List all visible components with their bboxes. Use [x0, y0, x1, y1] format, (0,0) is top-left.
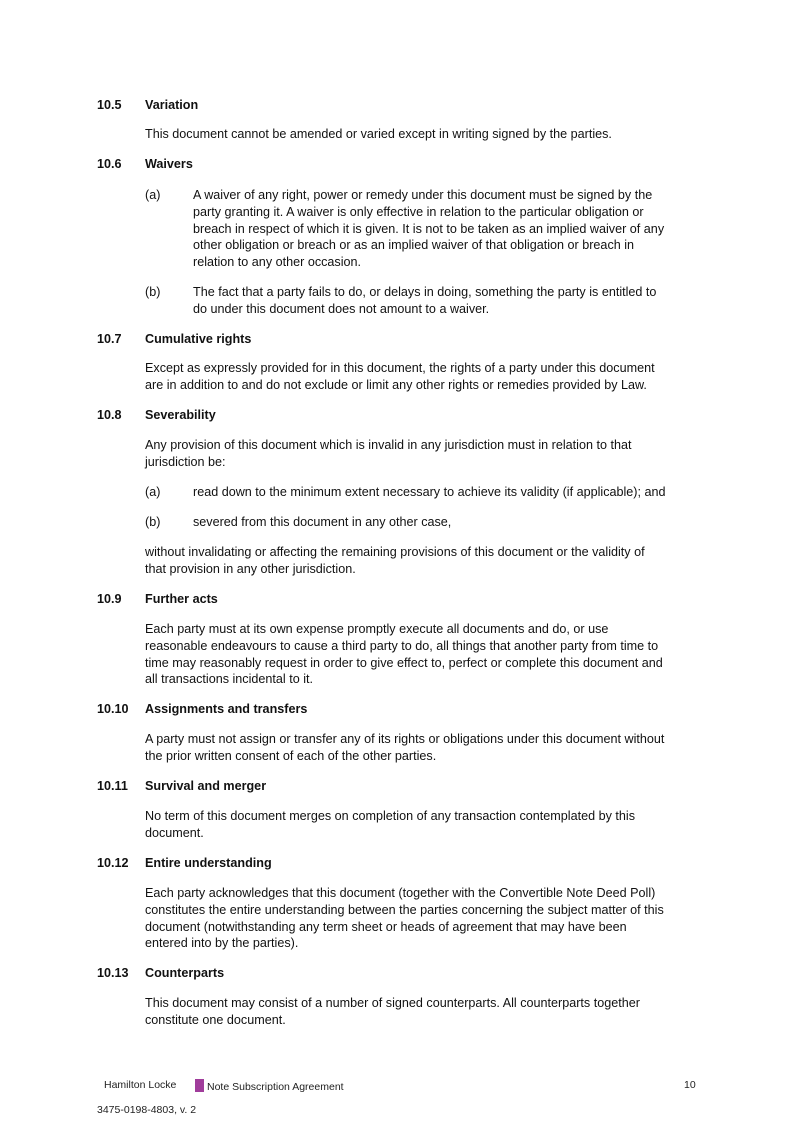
section-number: 10.9 [97, 592, 122, 606]
paragraph: This document cannot be amended or varied except in writing signed by the parties. [145, 127, 612, 141]
section-heading: Severability [145, 408, 216, 422]
section-number: 10.5 [97, 98, 122, 112]
paragraph: Except as expressly provided for in this document, the rights of a party under this document are in addition to and do not exclude or limit any other rights or remedies provided by Law. [145, 361, 655, 392]
section-number: 10.12 [97, 856, 129, 870]
paragraph: No term of this document merges on completion of any transaction contemplated by this document. [145, 809, 636, 840]
item-text: A waiver of any right, power or remedy under this document must be signed by the party granting it. A waiver is only effective in relation to the particular obligation or breach in respect of which it is given. It is not to be taken as an implied waiver of any other obligation or breach or as an implied waiver of that obligation or breach in relation to any other occasion. [193, 188, 665, 270]
section-heading: Cumulative rights [145, 332, 252, 346]
section-heading: Entire understanding [145, 856, 272, 870]
section-heading: Waivers [145, 157, 193, 171]
item-label: (b) [145, 285, 161, 299]
paragraph: Any provision of this document which is invalid in any jurisdiction must in relation to that jurisdiction be: [145, 438, 632, 469]
paragraph: Each party must at its own expense promptly execute all documents and do, or use reasonable endeavours to cause a third party to do, all things that another party from time to time may reasonably request in order to give effect to, perfect or complete this document and all transactions incidental to it. [145, 622, 663, 687]
paragraph: A party must not assign or transfer any of its rights or obligations under this document without the prior written consent of each of the other parties. [145, 732, 665, 763]
section-heading: Further acts [145, 592, 218, 606]
section-heading: Assignments and transfers [145, 702, 308, 716]
paragraph: This document may consist of a number of signed counterparts. All counterparts together constitute one document. [145, 996, 640, 1027]
item-label: (a) [145, 188, 161, 202]
section-heading: Counterparts [145, 966, 225, 980]
footer-doc-title-text: Note Subscription Agreement [207, 1081, 344, 1093]
section-number: 10.8 [97, 408, 122, 422]
paragraph: Each party acknowledges that this document (together with the Convertible Note Deed Poll) constitutes the entire understanding between the parties concerning the subject matter of this document (notwithstanding any term sheet or heads of agreement that may have been entered into by the parties). [145, 886, 664, 951]
item-text: read down to the minimum extent necessary to achieve its validity (if applicable); and [193, 485, 666, 499]
document-id: 3475-0198-4803, v. 2 [97, 1104, 197, 1116]
section-heading: Variation [145, 98, 199, 112]
section-number: 10.7 [97, 332, 122, 346]
item-text: The fact that a party fails to do, or delays in doing, something the party is entitled to do under this document does not amount to a waiver. [193, 285, 657, 316]
section-number: 10.11 [97, 779, 128, 793]
item-label: (a) [145, 485, 161, 499]
footer-firm: Hamilton Locke [104, 1079, 177, 1091]
paragraph: without invalidating or affecting the remaining provisions of this document or the validity of that provision in any other jurisdiction. [145, 545, 645, 576]
section-number: 10.13 [97, 966, 129, 980]
footer-doc-title [195, 1079, 344, 1093]
section-heading: Survival and merger [145, 779, 267, 793]
item-label: (b) [145, 515, 161, 529]
accent-bar-icon [195, 1079, 204, 1092]
item-text: severed from this document in any other case, [193, 515, 452, 529]
section-number: 10.10 [97, 702, 129, 716]
page-number: 10 [684, 1079, 696, 1091]
section-number: 10.6 [97, 157, 122, 171]
